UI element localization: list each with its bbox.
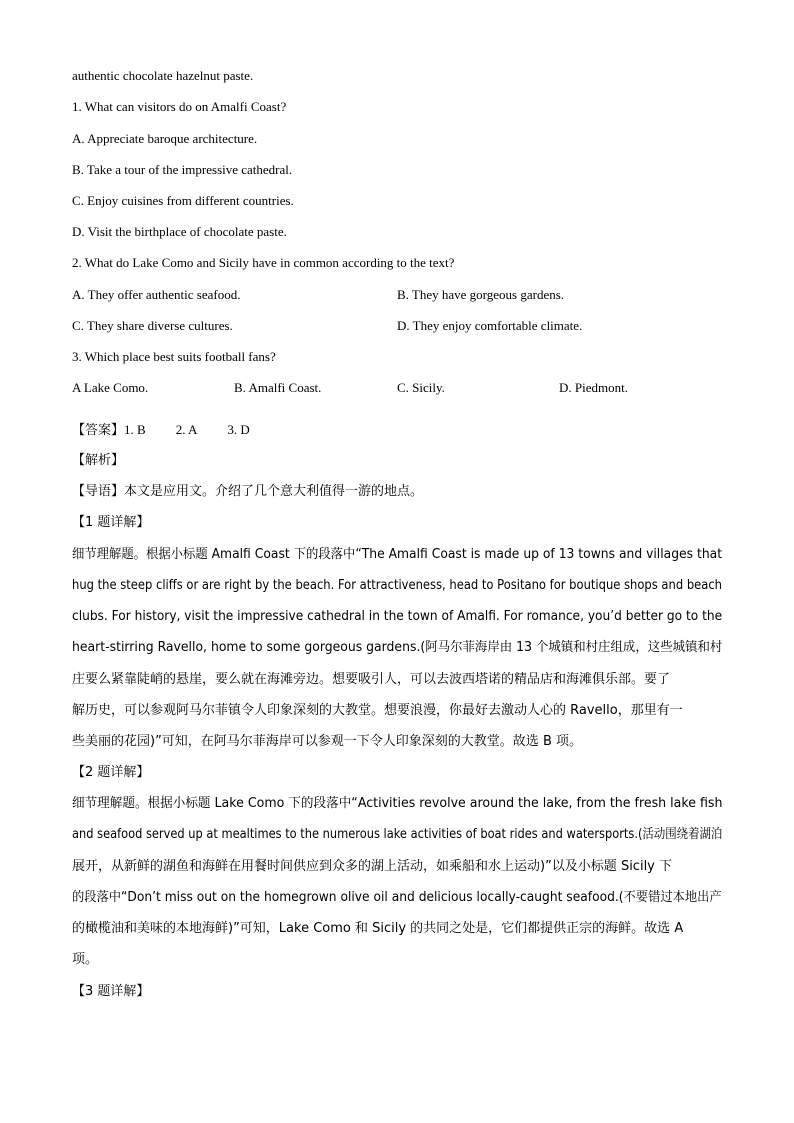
question-2-stem: 2. What do Lake Como and Sicily have in common according to the text?	[72, 255, 455, 270]
question-1-option-d: D. Visit the birthplace of chocolate paste.	[72, 224, 287, 239]
question-3-option-a: A Lake Como.	[72, 380, 149, 395]
answer-2: 2. A	[175, 422, 198, 437]
question-1-option-c: C. Enjoy cuisines from different countries.	[72, 193, 294, 208]
detail-1-line: hug the steep cliffs or are right by the beach. For attractiveness, head to Positano for boutique shops and beach	[72, 578, 723, 593]
detail-1-line: clubs. For history, visit the impressive cathedral in the town of Amalfi. For romance, you’d better go to the	[72, 609, 723, 624]
passage-tail: authentic chocolate hazelnut paste.	[72, 68, 254, 83]
answer-3: 3. D	[227, 422, 250, 437]
detail-1-line: 解历史，可以参观阿马尔菲镇令人印象深刻的大教堂。想要浪漫，你最好去激动人心的 Ravello，那里有一	[72, 703, 683, 718]
question-3-option-b: B. Amalfi Coast.	[234, 380, 322, 395]
question-3-option-d: D. Piedmont.	[559, 380, 628, 395]
detail-2-line: 细节理解题。根据小标题 Lake Como 下的段落中“Activities revolve around the lake, from the fresh lake fish	[72, 796, 723, 811]
detail-2-line: 的橄榄油和美味的本地海鲜)”可知，Lake Como 和 Sicily 的共同之处是，它们都提供正宗的海鲜。故选 A	[72, 921, 684, 936]
question-2-option-d: D. They enjoy comfortable climate.	[397, 318, 583, 333]
detail-2-line: and seafood served up at mealtimes to the numerous lake activities of boat rides and watersports.(活动围绕着湖泊	[72, 827, 723, 842]
guide-text: 【导语】本文是应用文。介绍了几个意大利值得一游的地点。	[72, 484, 424, 499]
detail-3-label: 【3 题详解】	[72, 984, 150, 999]
detail-1-line: 细节理解题。根据小标题 Amalfi Coast 下的段落中“The Amalfi Coast is made up of 13 towns and villages that	[72, 547, 723, 562]
detail-2-line: 项。	[72, 952, 99, 967]
question-3-option-c: C. Sicily.	[397, 380, 445, 395]
question-1-stem: 1. What can visitors do on Amalfi Coast?	[72, 99, 287, 114]
detail-1-line: 庄要么紧靠陡峭的悬崖，要么就在海滩旁边。想要吸引人，可以去波西塔诺的精品店和海滩俱乐部。要了	[72, 672, 671, 687]
question-3-stem: 3. Which place best suits football fans?	[72, 349, 276, 364]
detail-2-line: 的段落中“Don’t miss out on the homegrown olive oil and delicious locally-caught seafood.(不要错过本地出产	[72, 890, 722, 905]
question-2-option-a: A. They offer authentic seafood.	[72, 287, 241, 302]
question-2-option-c: C. They share diverse cultures.	[72, 318, 233, 333]
answer-1: 1. B	[124, 422, 146, 437]
detail-1-label: 【1 题详解】	[72, 515, 150, 530]
question-1-option-a: A. Appreciate baroque architecture.	[72, 131, 258, 146]
detail-1-line: heart-stirring Ravello, home to some gorgeous gardens.(阿马尔菲海岸由 13 个城镇和村庄组成，这些城镇和村	[72, 640, 723, 655]
answer-label: 【答案】	[72, 423, 125, 438]
detail-2-line: 展开，从新鲜的湖鱼和海鲜在用餐时间供应到众多的湖上活动，如乘船和水上运动)”以及小标题 Sicily 下	[72, 859, 673, 874]
answer-line	[72, 422, 250, 439]
question-2-option-b: B. They have gorgeous gardens.	[397, 287, 565, 302]
detail-2-label: 【2 题详解】	[72, 765, 150, 780]
analysis-label: 【解析】	[72, 453, 125, 468]
detail-1-line: 些美丽的花园)”可知，在阿马尔菲海岸可以参观一下令人印象深刻的大教堂。故选 B 项。	[72, 734, 582, 749]
question-1-option-b: B. Take a tour of the impressive cathedral.	[72, 162, 293, 177]
